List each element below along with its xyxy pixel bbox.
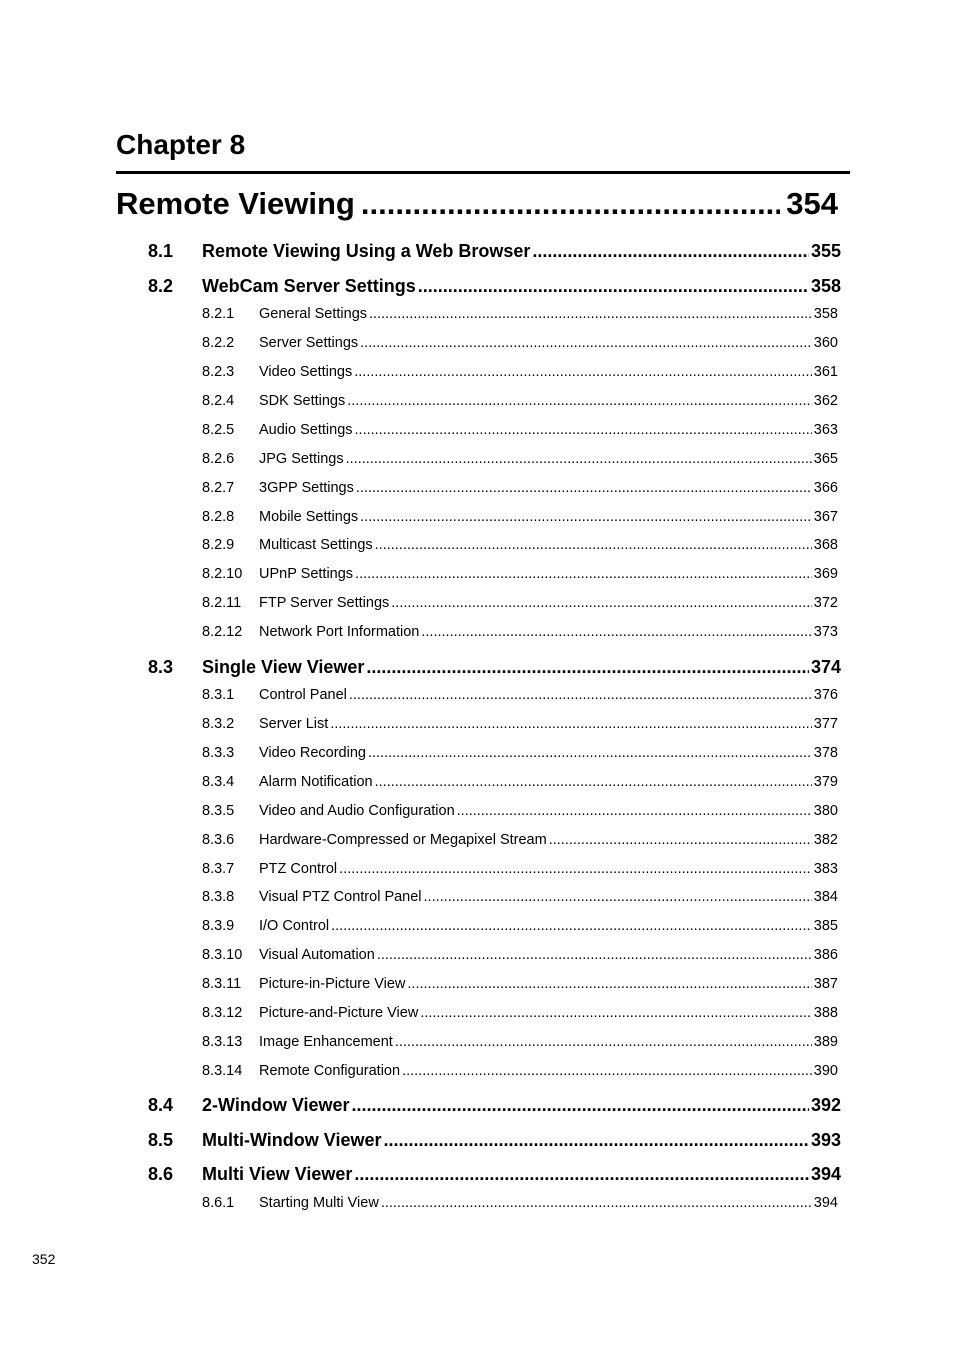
dot-leader	[369, 303, 812, 325]
dot-leader	[339, 858, 812, 880]
dot-leader	[375, 771, 812, 793]
toc-title: Server Settings	[259, 335, 359, 351]
toc-number: 8.3.2	[202, 716, 235, 732]
toc-subsection-entry[interactable]	[202, 448, 838, 470]
toc-title: Multicast Settings	[259, 537, 373, 553]
toc-number: 8.6.1	[202, 1195, 235, 1211]
toc-subsection-entry[interactable]	[202, 944, 838, 966]
toc-title: Starting Multi View	[259, 1195, 379, 1211]
chapter-title-page: 354	[786, 186, 838, 221]
dot-leader	[375, 534, 812, 556]
toc-subsection-entry[interactable]	[202, 1031, 838, 1053]
toc-page: 369	[813, 566, 838, 582]
toc-page: 355	[810, 241, 841, 261]
toc-subsection-entry[interactable]	[202, 592, 838, 614]
toc-title: UPnP Settings	[259, 566, 354, 582]
dot-leader	[368, 742, 812, 764]
toc-subsection-entry[interactable]	[202, 1060, 838, 1082]
toc-number: 8.3.1	[202, 687, 235, 703]
toc-number: 8.3.14	[202, 1063, 243, 1079]
toc-title: PTZ Control	[259, 861, 338, 877]
toc-title: Control Panel	[259, 687, 347, 703]
toc-number: 8.2.10	[202, 566, 243, 582]
toc-title: FTP Server Settings	[259, 595, 390, 611]
dot-leader	[352, 1092, 809, 1118]
chapter-rule	[116, 171, 850, 174]
toc-subsection-entry[interactable]	[202, 332, 838, 354]
toc-number: 8.3.6	[202, 832, 235, 848]
toc-number: 8.4	[148, 1095, 174, 1115]
toc-subsection-entry[interactable]	[202, 829, 838, 851]
toc-subsection-entry[interactable]	[202, 915, 838, 937]
toc-page: 366	[813, 480, 838, 496]
toc-section-entry[interactable]	[148, 273, 841, 299]
dot-leader	[418, 273, 809, 299]
toc-page: 365	[813, 451, 838, 467]
dot-leader	[330, 713, 811, 735]
toc-title: 2-Window Viewer	[202, 1095, 350, 1115]
toc-section-entry[interactable]	[148, 654, 841, 680]
toc-title: Server List	[259, 716, 329, 732]
toc-title: Visual Automation	[259, 947, 375, 963]
toc-subsection-entry[interactable]	[202, 713, 838, 735]
toc-number: 8.5	[148, 1130, 174, 1150]
toc-number: 8.3.4	[202, 774, 235, 790]
toc-title: Picture-in-Picture View	[259, 976, 406, 992]
toc-subsection-entry[interactable]	[202, 534, 838, 556]
dot-leader	[354, 361, 812, 383]
toc-page: 383	[813, 861, 838, 877]
toc-page: 358	[813, 306, 838, 322]
toc-subsection-entry[interactable]	[202, 563, 838, 585]
toc-page: 373	[813, 624, 838, 640]
dot-leader	[407, 973, 811, 995]
toc-title: JPG Settings	[259, 451, 344, 467]
toc-subsection-entry[interactable]	[202, 1002, 838, 1024]
chapter-label: Chapter 8	[116, 129, 246, 160]
toc-page: 390	[813, 1063, 838, 1079]
toc-subsection-entry[interactable]	[202, 361, 838, 383]
toc-title: Alarm Notification	[259, 774, 373, 790]
page-number: 352	[32, 1251, 56, 1267]
toc-title: Mobile Settings	[259, 509, 359, 525]
toc-page: 376	[813, 687, 838, 703]
toc-section-entry[interactable]	[148, 238, 841, 264]
dot-leader	[421, 621, 811, 643]
dot-leader	[532, 238, 809, 264]
toc-number: 8.2.6	[202, 451, 235, 467]
toc-subsection-entry[interactable]	[202, 684, 838, 706]
toc-number: 8.3	[148, 657, 174, 677]
toc-title: Video and Audio Configuration	[259, 803, 455, 819]
chapter-title-entry[interactable]	[116, 182, 838, 226]
toc-page: 389	[813, 1034, 838, 1050]
dot-leader	[424, 886, 812, 908]
toc-page: 374	[810, 657, 841, 677]
toc-page: 363	[813, 422, 838, 438]
dot-leader	[384, 1127, 809, 1153]
toc-page: 387	[813, 976, 838, 992]
toc-number: 8.3.8	[202, 889, 235, 905]
toc-subsection-entry[interactable]	[202, 1192, 838, 1214]
toc-page: 378	[813, 745, 838, 761]
toc-title: Video Settings	[259, 364, 353, 380]
dot-leader	[347, 390, 812, 412]
toc-number: 8.3.10	[202, 947, 243, 963]
toc-number: 8.2.2	[202, 335, 235, 351]
dot-leader	[402, 1060, 812, 1082]
toc-subsection-entry[interactable]	[202, 477, 838, 499]
dot-leader	[366, 654, 809, 680]
toc-title: Network Port Information	[259, 624, 420, 640]
toc-title: I/O Control	[259, 918, 330, 934]
toc-number: 8.3.3	[202, 745, 235, 761]
toc-page: 379	[813, 774, 838, 790]
toc-page: 392	[810, 1095, 841, 1115]
toc-subsection-entry[interactable]	[202, 742, 838, 764]
toc-title: Remote Configuration	[259, 1063, 401, 1079]
dot-leader	[395, 1031, 812, 1053]
toc-page: 360	[813, 335, 838, 351]
toc-title: General Settings	[259, 306, 368, 322]
dot-leader	[549, 829, 812, 851]
toc-title: SDK Settings	[259, 393, 346, 409]
dot-leader	[391, 592, 812, 614]
toc-subsection-entry[interactable]	[202, 419, 838, 441]
toc-title: Remote Viewing Using a Web Browser	[202, 241, 531, 261]
dot-leader	[346, 448, 812, 470]
toc-page: 367	[813, 509, 838, 525]
toc-subsection-entry[interactable]	[202, 800, 838, 822]
toc-subsection-entry[interactable]	[202, 858, 838, 880]
toc-number: 8.3.7	[202, 861, 235, 877]
toc-subsection-entry[interactable]	[202, 303, 838, 325]
toc-subsection-entry[interactable]	[202, 621, 838, 643]
toc-title: Single View Viewer	[202, 657, 365, 677]
toc-number: 8.3.11	[202, 976, 242, 992]
toc-number: 8.2.5	[202, 422, 235, 438]
toc-subsection-entry[interactable]	[202, 506, 838, 528]
toc-number: 8.2	[148, 276, 174, 296]
toc-page: 358	[810, 276, 841, 296]
toc-number: 8.2.4	[202, 393, 235, 409]
dot-leader	[331, 915, 812, 937]
toc-subsection-entry[interactable]	[202, 973, 838, 995]
toc-number: 8.2.3	[202, 364, 235, 380]
toc-number: 8.6	[148, 1164, 174, 1184]
dot-leader	[355, 419, 812, 441]
toc-title: Multi-Window Viewer	[202, 1130, 382, 1150]
toc-title: Hardware-Compressed or Megapixel Stream	[259, 832, 547, 848]
toc-page: 377	[813, 716, 838, 732]
toc-number: 8.2.9	[202, 537, 235, 553]
toc-section-entry[interactable]	[148, 1161, 841, 1187]
toc-subsection-entry[interactable]	[202, 886, 838, 908]
dot-leader	[420, 1002, 811, 1024]
toc-page: 380	[813, 803, 838, 819]
toc-number: 8.2.8	[202, 509, 235, 525]
toc-number: 8.3.5	[202, 803, 235, 819]
toc-number: 8.2.7	[202, 480, 235, 496]
toc-title: Audio Settings	[259, 422, 353, 438]
toc-subsection-entry[interactable]	[202, 771, 838, 793]
toc-page: 393	[810, 1130, 841, 1150]
toc-title: Video Recording	[259, 745, 366, 761]
toc-page: 382	[813, 832, 838, 848]
toc-page: 372	[813, 595, 838, 611]
toc-page: 361	[813, 364, 838, 380]
dot-leader	[381, 1192, 812, 1214]
toc-title: Visual PTZ Control Panel	[259, 889, 422, 905]
toc-page: 368	[813, 537, 838, 553]
toc-title: Multi View Viewer	[202, 1164, 353, 1184]
toc-title: Image Enhancement	[259, 1034, 393, 1050]
toc-page: 385	[813, 918, 838, 934]
toc-page: 386	[813, 947, 838, 963]
toc-number: 8.1	[148, 241, 174, 261]
toc-page: 362	[813, 393, 838, 409]
dot-leader	[356, 477, 812, 499]
toc-number: 8.2.1	[202, 306, 235, 322]
toc-title: WebCam Server Settings	[202, 276, 416, 296]
dot-leader	[377, 944, 812, 966]
dot-leader	[354, 1161, 809, 1187]
dot-leader	[361, 182, 780, 226]
toc-page: 388	[813, 1005, 838, 1021]
toc-number: 8.2.12	[202, 624, 243, 640]
toc-title: 3GPP Settings	[259, 480, 354, 496]
toc-number: 8.3.12	[202, 1005, 243, 1021]
dot-leader	[355, 563, 812, 585]
dot-leader	[360, 332, 812, 354]
toc-number: 8.2.11	[202, 595, 242, 611]
toc-section-entry[interactable]	[148, 1127, 841, 1153]
dot-leader	[349, 684, 812, 706]
toc-number: 8.3.13	[202, 1034, 243, 1050]
toc-number: 8.3.9	[202, 918, 235, 934]
chapter-title: Remote Viewing	[116, 186, 355, 221]
dot-leader	[457, 800, 812, 822]
dot-leader	[360, 506, 812, 528]
toc-page: 384	[813, 889, 838, 905]
toc-page: 394	[813, 1195, 838, 1211]
toc-title: Picture-and-Picture View	[259, 1005, 419, 1021]
toc-section-entry[interactable]	[148, 1092, 841, 1118]
toc-page: 394	[810, 1164, 841, 1184]
toc-subsection-entry[interactable]	[202, 390, 838, 412]
